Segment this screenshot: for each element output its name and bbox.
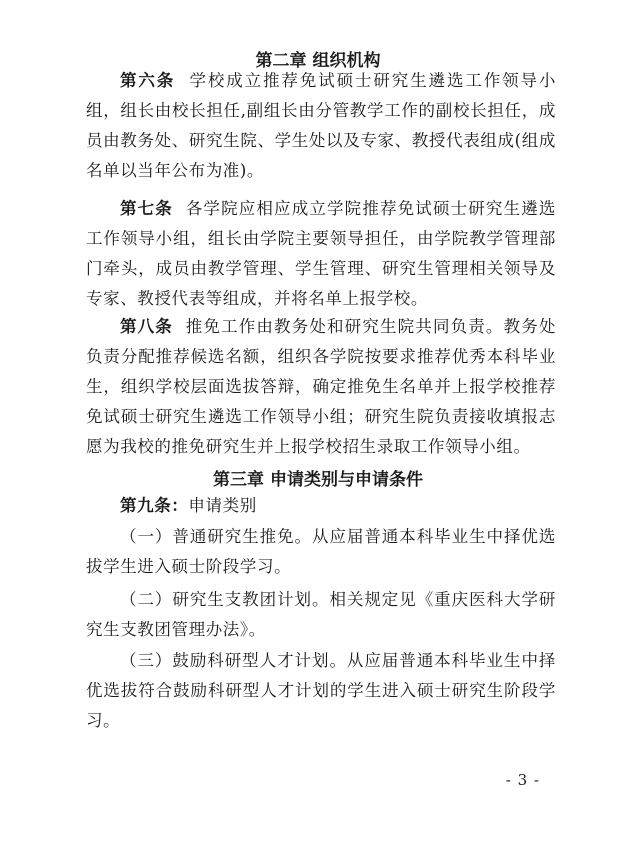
article-8 [86,312,556,462]
article-6-text: 学校成立推荐免试硕士研究生遴选工作领导小组，组长由校长担任,副组长由分管教学工作的副校长担任，成员由教务处、研究生院、学生处以及专家、教授代表组成(组成名单以当年公布为准)。 [86,71,556,180]
chapter-3-heading: 第三章 申请类别与申请条件 [213,470,423,490]
article-9-text: 申请类别 [188,496,257,515]
list-item: （三）鼓励科研型人才计划。从应届普通本科毕业生中择优选拔符合鼓励科研型人才计划的学生进入硕士研究生阶段学习。 [86,651,556,730]
list-item: （一）普通研究生推免。从应届普通本科毕业生中择优选拔学生进入硕士阶段学习。 [86,527,556,576]
chapter-2-heading: 第二章 组织机构 [255,51,381,71]
article-6-label: 第六条 [120,71,176,90]
page-number: - 3 - [505,771,540,789]
article-8-text: 推免工作由教务处和研究生院共同负责。教务处负责分配推荐候选名额，组织各学院按要求推荐优秀本科毕业生，组织学校层面选拔答辩，确定推免生名单并上报学校推荐免试硕士研究生遴选工作领导小组；研究生院负责接收填报志愿为我校的推免研究生并上报学校招生录取工作领导小组。 [86,317,556,456]
article-7-text: 各学院应相应成立学院推荐免试硕士研究生遴选工作领导小组，组长由学院主要领导担任，由学院教学管理部门牵头，成员由教学管理、学生管理、研究生管理相关领导及专家、教授代表等组成，并将名单上报学校。 [86,199,556,308]
list-item: （二）研究生支教团计划。相关规定见《重庆医科大学研究生支教团管理办法》。 [86,590,556,639]
article-8-label: 第八条 [120,317,173,336]
article-9-label: 第九条： [120,496,189,515]
article-9 [86,491,556,521]
article-7-label: 第七条 [120,199,173,218]
article-6 [86,66,556,186]
article-7 [86,194,556,314]
